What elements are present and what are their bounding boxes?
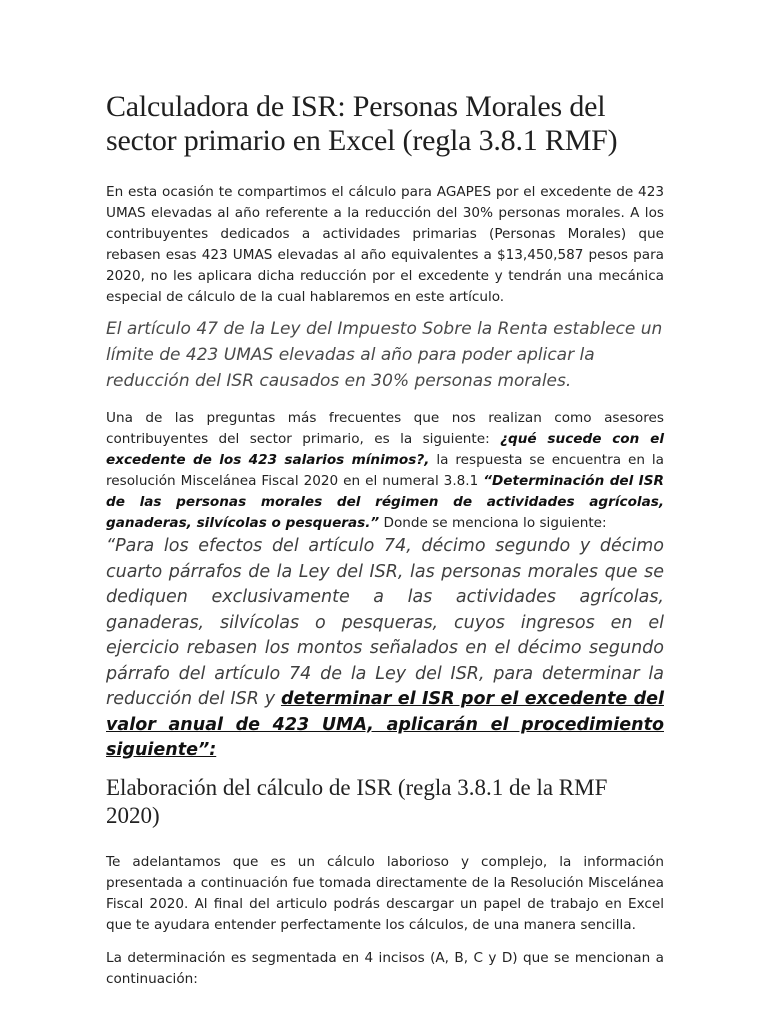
rule-quote xyxy=(106,534,664,764)
intro-paragraph: En esta ocasión te compartimos el cálculo para AGAPES por el excedente de 423 UMAS elevadas al año referente a la reducción del 30% personas morales. A los contribuyentes dedicados a actividades primarias (Personas Morales) que rebasen esas 423 UMAS elevadas al año equivalentes a $13,450,587 pesos para 2020, no les aplicara dicha reducción por el excedente y tendrán una mecánica especial de cálculo de la cual hablaremos en este artículo. xyxy=(106,184,664,305)
faq-paragraph xyxy=(106,408,664,534)
faq-question: ¿qué sucede con el excedente de los 423 salarios mínimos?, xyxy=(106,431,664,468)
rule-quote-text: “Para los efectos del artículo 74, décimo segundo y décimo cuarto párrafos de la Ley del ISR, las personas morales que se dediquen exclusivamente a las actividades agrícolas, ganaderas, silvícolas o pesqueras, cuyos ingresos en el ejercicio rebasen los montos señalados en el décimo segundo párrafo del artículo 74 de la Ley del ISR, para determinar la reducción del ISR y xyxy=(106,536,664,709)
highlight-quote: El artículo 47 de la Ley del Impuesto Sobre la Renta establece un límite de 423 UMAS elevadas al año para poder aplicar la reducción del ISR causados en 30% personas morales. xyxy=(106,319,663,391)
section-paragraph-2: La determinación es segmentada en 4 incisos (A, B, C y D) que se mencionan a continuación: xyxy=(106,949,664,987)
faq-text-2: la respuesta se encuentra en la resolución Miscelánea Fiscal 2020 en el numeral 3.8.1 xyxy=(106,452,664,489)
faq-text-3: Donde se menciona lo siguiente: xyxy=(379,515,607,531)
rule-quote-emphasis: determinar el ISR por el excedente del valor anual de 423 UMA, aplicarán el procedimiento siguiente”: xyxy=(106,689,664,760)
section-paragraph-1: Te adelantamos que es un cálculo laborioso y complejo, la información presentada a continuación fue tomada directamente de la Resolución Miscelánea Fiscal 2020. Al final del articulo podrás descargar un papel de trabajo en Excel que te ayudara entender perfectamente los cálculos, de una manera sencilla. xyxy=(106,853,664,933)
rule-title: “Determinación del ISR de las personas morales del régimen de actividades agrícolas, ganaderas, silvícolas o pesqueras.” xyxy=(106,473,664,531)
section-title: Elaboración del cálculo de ISR (regla 3.8.1 de la RMF 2020) xyxy=(106,774,608,828)
faq-text-1: Una de las preguntas más frecuentes que nos realizan como asesores contribuyentes del sector primario, es la siguiente: xyxy=(106,410,664,447)
article-title: Calculadora de ISR: Personas Morales del sector primario en Excel (regla 3.8.1 RMF) xyxy=(106,90,618,157)
